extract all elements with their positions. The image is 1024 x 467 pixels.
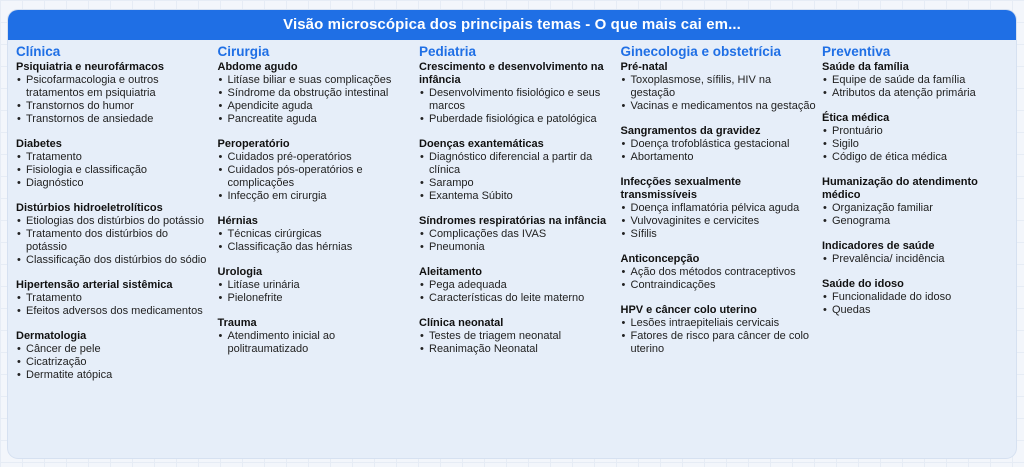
- topic-list: [621, 317, 817, 356]
- section-title: Aleitamento: [419, 266, 482, 278]
- topic-item: • Sigilo: [822, 138, 1016, 151]
- topic-item: • Técnicas cirúrgicas: [218, 228, 414, 241]
- section-title: Infecções sexualmente transmissíveis: [620, 176, 741, 201]
- topic-section: [621, 176, 817, 241]
- topic-item: • Prontuário: [822, 125, 1016, 138]
- topic-section: [621, 61, 817, 113]
- topic-section: [822, 61, 1016, 100]
- column: [16, 44, 218, 394]
- section-title: Saúde da família: [822, 61, 909, 73]
- topic-item: • Síndrome da obstrução intestinal: [218, 87, 414, 100]
- topic-list: [621, 74, 817, 113]
- section-title: Humanização do atendimento médico: [822, 176, 978, 201]
- topic-item: • Testes de triagem neonatal: [419, 330, 615, 343]
- topic-list: [419, 330, 615, 356]
- topic-item: • Diagnóstico diferencial a partir da clínica: [419, 151, 615, 177]
- topic-list: [218, 151, 414, 203]
- topic-section: [218, 215, 414, 254]
- topic-list: [822, 291, 1016, 317]
- column-title: Pediatria: [419, 44, 477, 59]
- topic-section: [218, 317, 414, 356]
- section-title: Clínica neonatal: [419, 317, 504, 329]
- topic-item: • Infecção em cirurgia: [218, 190, 414, 203]
- topic-item: • Código de ética médica: [822, 151, 1016, 164]
- topic-item: • Pneumonia: [419, 241, 615, 254]
- topic-item: • Puberdade fisiológica e patológica: [419, 113, 615, 126]
- section-title: Hipertensão arterial sistêmica: [16, 279, 173, 291]
- section-title: Dermatologia: [16, 330, 87, 342]
- topic-item: • Genograma: [822, 215, 1016, 228]
- column-title: Clínica: [16, 44, 61, 59]
- topic-list: [419, 228, 615, 254]
- column: [419, 44, 621, 394]
- topic-item: • Reanimação Neonatal: [419, 343, 615, 356]
- section-title: Peroperatório: [217, 138, 290, 150]
- topic-section: [621, 304, 817, 356]
- column: [621, 44, 823, 394]
- topic-section: [16, 61, 212, 126]
- topic-item: • Diagnóstico: [16, 177, 212, 190]
- topic-list: [218, 330, 414, 356]
- topic-item: • Tratamento: [16, 151, 212, 164]
- topic-list: [16, 292, 212, 318]
- topic-section: [218, 61, 414, 126]
- section-title: Anticoncepção: [620, 253, 700, 265]
- topic-section: [16, 330, 212, 382]
- section-title: Síndromes respiratórias na infância: [419, 215, 607, 227]
- topic-item: • Transtornos do humor: [16, 100, 212, 113]
- topic-list: [822, 74, 1016, 100]
- section-title: Saúde do idoso: [822, 278, 904, 290]
- topic-item: • Atendimento inicial ao politraumatizado: [218, 330, 414, 356]
- topic-item: • Sífilis: [621, 228, 817, 241]
- topic-list: [419, 87, 615, 126]
- topic-list: [16, 151, 212, 190]
- topic-item: • Complicações das IVAS: [419, 228, 615, 241]
- topic-item: • Fatores de risco para câncer de colo uterino: [621, 330, 817, 356]
- topic-item: • Exantema Súbito: [419, 190, 615, 203]
- topic-section: [16, 279, 212, 318]
- topic-section: [822, 176, 1016, 228]
- topic-section: [621, 125, 817, 164]
- topic-item: • Cicatrização: [16, 356, 212, 369]
- section-title: Psiquiatria e neurofármacos: [16, 61, 164, 73]
- topic-list: [16, 215, 212, 267]
- column: [822, 44, 1016, 394]
- topic-item: • Transtornos de ansiedade: [16, 113, 212, 126]
- topic-item: • Classificação das hérnias: [218, 241, 414, 254]
- topic-item: • Equipe de saúde da família: [822, 74, 1016, 87]
- topic-item: • Câncer de pele: [16, 343, 212, 356]
- topic-item: • Quedas: [822, 304, 1016, 317]
- topic-section: [822, 112, 1016, 164]
- topic-item: • Características do leite materno: [419, 292, 615, 305]
- banner-title: Visão microscópica dos principais temas - O que mais cai em...: [8, 10, 1016, 40]
- section-title: HPV e câncer colo uterino: [620, 304, 757, 316]
- topic-section: [218, 266, 414, 305]
- topic-section: [419, 215, 615, 254]
- section-title: Sangramentos da gravidez: [620, 125, 761, 137]
- columns-container: [16, 44, 1016, 394]
- section-title: Abdome agudo: [217, 61, 298, 73]
- topic-section: [822, 240, 1016, 266]
- topic-list: [16, 74, 212, 126]
- topic-item: • Atributos da atenção primária: [822, 87, 1016, 100]
- topic-item: • Lesões intraepiteliais cervicais: [621, 317, 817, 330]
- topic-item: • Abortamento: [621, 151, 817, 164]
- topic-item: • Tratamento dos distúrbios do potássio: [16, 228, 212, 254]
- topic-item: • Pega adequada: [419, 279, 615, 292]
- topic-list: [419, 151, 615, 203]
- topics-card: [8, 10, 1016, 458]
- topic-section: [419, 61, 615, 126]
- topic-section: [419, 266, 615, 305]
- topic-list: [218, 228, 414, 254]
- topic-section: [419, 317, 615, 356]
- topic-list: [419, 279, 615, 305]
- topic-section: [822, 278, 1016, 317]
- topic-item: • Toxoplasmose, sífilis, HIV na gestação: [621, 74, 817, 100]
- section-title: Hérnias: [217, 215, 258, 227]
- section-title: Indicadores de saúde: [822, 240, 935, 252]
- topic-item: • Ação dos métodos contraceptivos: [621, 266, 817, 279]
- topic-item: • Psicofarmacologia e outros tratamentos em psiquiatria: [16, 74, 212, 100]
- column-title: Cirurgia: [217, 44, 270, 59]
- topic-list: [16, 343, 212, 382]
- topic-list: [621, 202, 817, 241]
- topic-list: [218, 74, 414, 126]
- section-title: Crescimento e desenvolvimento na infância: [419, 61, 604, 86]
- topic-item: • Vacinas e medicamentos na gestação: [621, 100, 817, 113]
- topic-item: • Cuidados pós-operatórios e complicações: [218, 164, 414, 190]
- topic-item: • Organização familiar: [822, 202, 1016, 215]
- topic-item: • Tratamento: [16, 292, 212, 305]
- topic-item: • Litíase urinária: [218, 279, 414, 292]
- topic-section: [419, 138, 615, 203]
- column-title: Preventiva: [822, 44, 891, 59]
- topic-list: [822, 125, 1016, 164]
- section-title: Trauma: [217, 317, 257, 329]
- section-title: Distúrbios hidroeletrolíticos: [16, 202, 163, 214]
- section-title: Doenças exantemáticas: [419, 138, 544, 150]
- section-title: Diabetes: [16, 138, 62, 150]
- topic-section: [16, 202, 212, 267]
- topic-item: • Etiologias dos distúrbios do potássio: [16, 215, 212, 228]
- topic-section: [16, 138, 212, 190]
- section-title: Pré-natal: [620, 61, 668, 73]
- topic-list: [218, 279, 414, 305]
- topic-item: • Cuidados pré-operatórios: [218, 151, 414, 164]
- topic-item: • Pielonefrite: [218, 292, 414, 305]
- topic-item: • Doença trofoblástica gestacional: [621, 138, 817, 151]
- topic-item: • Funcionalidade do idoso: [822, 291, 1016, 304]
- topic-item: • Dermatite atópica: [16, 369, 212, 382]
- topic-item: • Litíase biliar e suas complicações: [218, 74, 414, 87]
- topic-item: • Pancreatite aguda: [218, 113, 414, 126]
- topic-list: [621, 138, 817, 164]
- column: [218, 44, 420, 394]
- topic-list: [621, 266, 817, 292]
- column-title: Ginecologia e obstetrícia: [620, 44, 782, 59]
- topic-item: • Apendicite aguda: [218, 100, 414, 113]
- topic-item: • Contraindicações: [621, 279, 817, 292]
- topic-item: • Efeitos adversos dos medicamentos: [16, 305, 212, 318]
- topic-item: • Vulvovaginites e cervicites: [621, 215, 817, 228]
- topic-item: • Desenvolvimento fisiológico e seus marcos: [419, 87, 615, 113]
- section-title: Urologia: [217, 266, 263, 278]
- topic-item: • Classificação dos distúrbios do sódio: [16, 254, 212, 267]
- topic-section: [621, 253, 817, 292]
- topic-item: • Doença inflamatória pélvica aguda: [621, 202, 817, 215]
- topic-list: [822, 202, 1016, 228]
- topic-item: • Prevalência/ incidência: [822, 253, 1016, 266]
- topic-list: [822, 253, 1016, 266]
- topic-item: • Sarampo: [419, 177, 615, 190]
- section-title: Ética médica: [822, 112, 890, 124]
- topic-item: • Fisiologia e classificação: [16, 164, 212, 177]
- topic-section: [218, 138, 414, 203]
